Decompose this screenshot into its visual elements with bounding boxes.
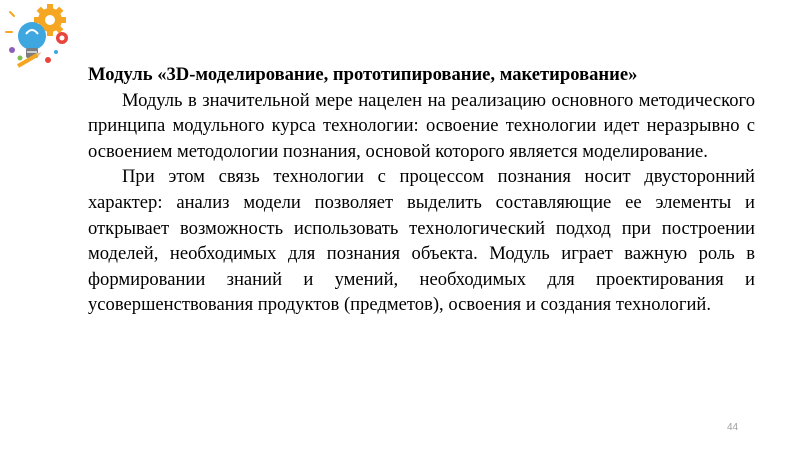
paragraph-1-text: Модуль в значительной мере нацелен на реализацию основного методического принципа модульного курса технологии: освоение технологии идет неразрывно с освоением методологии познания, основой которого является моделирование. xyxy=(88,89,755,162)
page-number: 44 xyxy=(727,422,739,433)
paragraph-2 xyxy=(88,164,755,318)
lightbulb-gears-icon xyxy=(4,2,72,72)
paragraph-2-text: При этом связь технологии с процессом познания носит двусторонний характер: анализ модели позволяет выделить составляющие ее элементы и открывает возможность использовать технологический подход при построении моделей, необходимых для познания объекта. Модуль играет важную роль в формировании знаний и умений, необходимых для проектирования и усовершенствования продуктов (предметов), освоения и создания технологий. xyxy=(88,166,755,316)
slide-content xyxy=(88,62,755,318)
paragraph-1 xyxy=(88,88,755,165)
module-title: Модуль «3D-моделирование, прототипирование, макетирование» xyxy=(88,64,638,85)
